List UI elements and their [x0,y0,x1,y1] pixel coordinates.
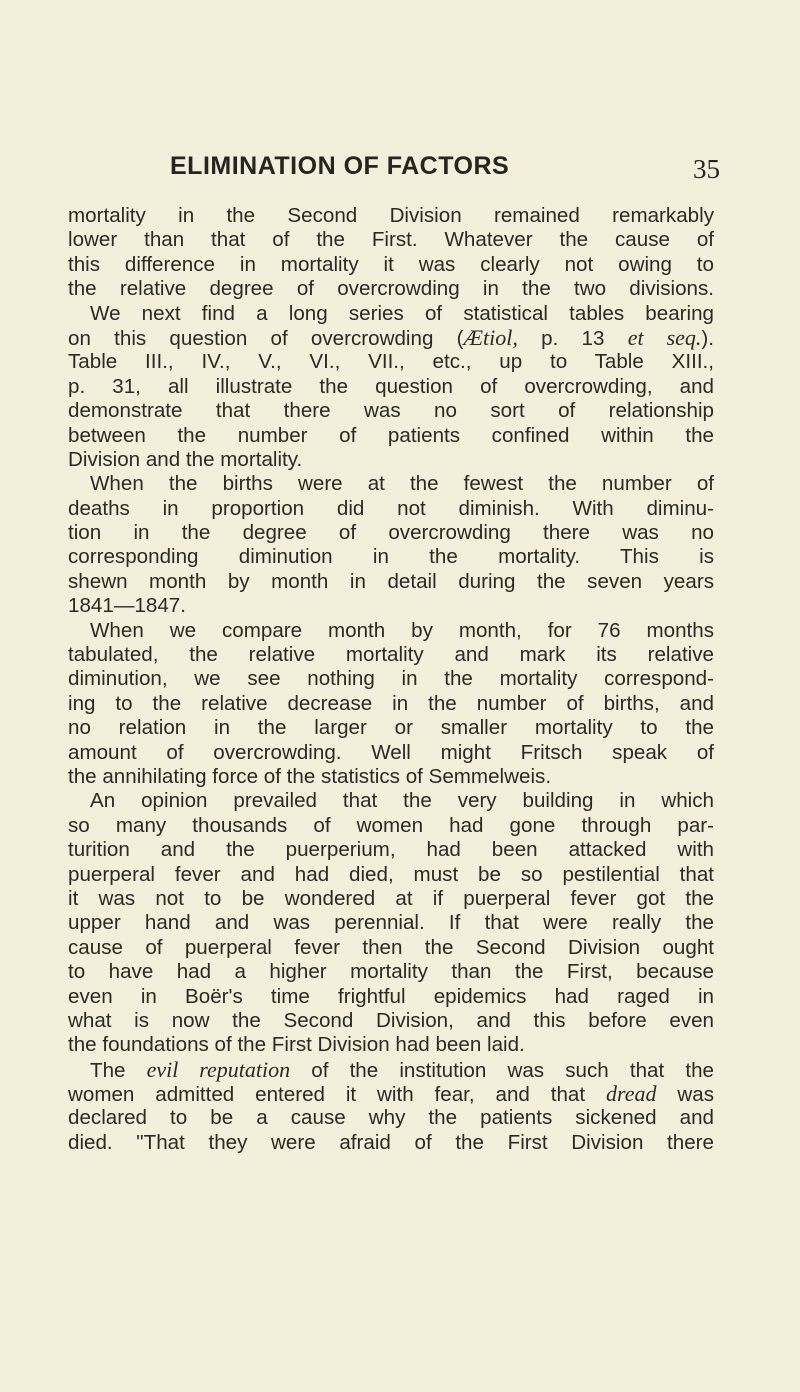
text-line: ing to the relative decrease in the number of births, and [68,691,714,715]
text-line: the annihilating force of the statistics of Semmelweis. [68,764,552,788]
text-span: The [90,1058,147,1082]
text-line: An opinion prevailed that the very building in which [90,789,714,813]
text-line: When the births were at the fewest the number of [90,472,714,496]
text-span: on this question of overcrowding ( [68,326,464,350]
text-line: it was not to be wondered at if puerperal fever got the [68,886,714,910]
text-line-mixed [68,326,714,350]
text-line: this difference in mortality it was clearly not owing to [68,252,714,276]
text-line: declared to be a cause why the patients sickened and [68,1106,714,1130]
text-span: was [656,1083,714,1107]
text-line: between the number of patients confined within the [68,423,714,447]
text-line: 1841—1847. [68,594,186,618]
body-text [68,204,714,1155]
text-line: the relative degree of overcrowding in the two divisions. [68,277,714,301]
text-span: of the institution was such that the [290,1058,714,1082]
italic-phrase: dread [605,1081,657,1107]
text-span: p. 13 [517,326,628,350]
italic-reference: et seq. [627,324,702,350]
text-line: to have had a higher mortality than the First, because [68,960,714,984]
italic-reference: Ætiol, [463,324,518,350]
text-span: ). [701,326,715,350]
text-line: lower than that of the First. Whatever the cause of [68,228,714,252]
text-line-mixed [68,1058,714,1082]
text-line: what is now the Second Division, and this before even [68,1008,714,1032]
text-line: corresponding diminution in the mortality. This is [68,545,714,569]
text-line: mortality in the Second Division remained remarkably [68,204,714,227]
text-line: puerperal fever and had died, must be so pestilential that [68,862,714,886]
text-line: p. 31, all illustrate the question of overcrowding, and [68,374,714,398]
text-line: the foundations of the First Division had been laid. [68,1033,525,1057]
text-line: We next find a long series of statistical tables bearing [90,301,714,325]
text-line: deaths in proportion did not diminish. With diminu- [68,496,714,520]
text-line: Division and the mortality. [68,447,303,471]
text-line: Table III., IV., V., VI., VII., etc., up to Table XIII., [68,350,714,374]
text-line: cause of puerperal fever then the Second Division ought [68,935,714,959]
italic-phrase: evil reputation [146,1056,291,1082]
page-number: 35 [693,154,720,184]
text-line: When we compare month by month, for 76 months [90,618,714,642]
text-line: died. "That they were afraid of the First Division there [68,1130,714,1154]
text-line: tabulated, the relative mortality and mark its relative [68,643,714,667]
chapter-title: ELIMINATION OF FACTORS [170,152,510,180]
text-line: demonstrate that there was no sort of relationship [68,399,714,423]
text-line: upper hand and was perennial. If that were really the [68,911,714,935]
text-line: amount of overcrowding. Well might Fritsch speak of [68,740,714,764]
text-line: so many thousands of women had gone through par- [68,813,714,837]
text-line: diminution, we see nothing in the mortality correspond- [68,667,714,691]
text-line-mixed [68,1082,714,1106]
text-line: tion in the degree of overcrowding there was no [68,521,714,545]
text-line: even in Boër's time frightful epidemics had raged in [68,984,714,1008]
text-line: no relation in the larger or smaller mortality to the [68,716,714,740]
text-line: shewn month by month in detail during the seven years [68,569,714,593]
running-head [68,152,720,192]
text-span: women admitted entered it with fear, and that [68,1083,606,1107]
text-line: turition and the puerperium, had been attacked with [68,838,714,862]
